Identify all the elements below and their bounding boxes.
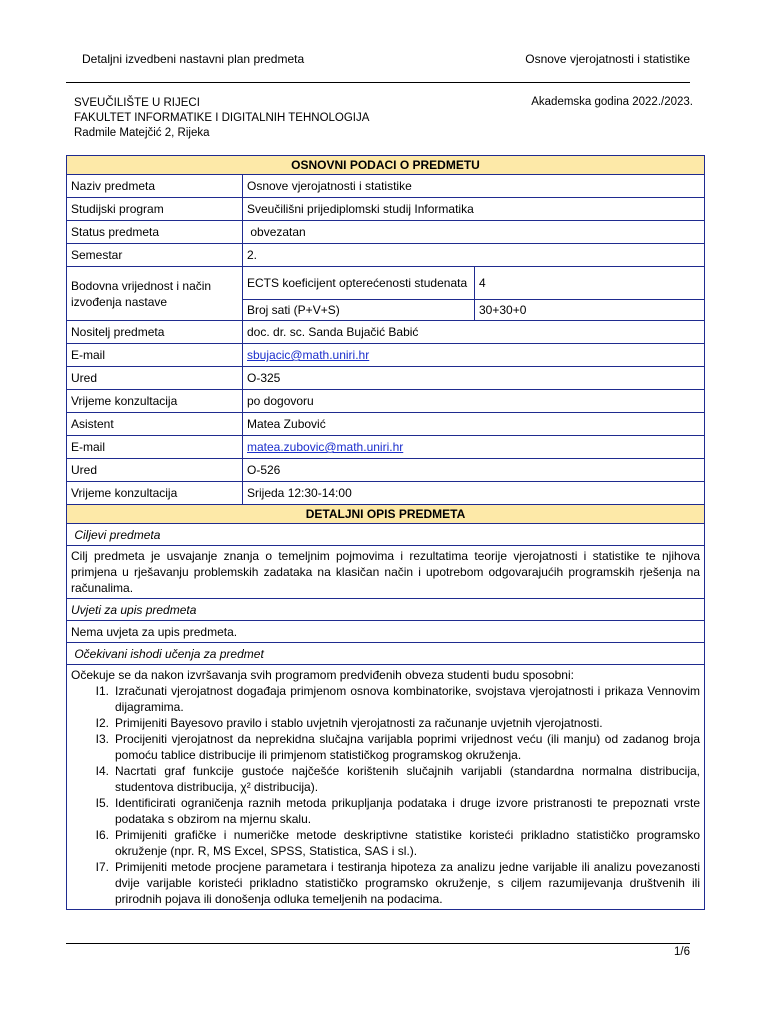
- faculty-name: FAKULTET INFORMATIKE I DIGITALNIH TEHNOLOGIJA: [74, 112, 370, 124]
- subsection-title: [67, 524, 705, 546]
- teacher-consult-hours: po dogovoru: [243, 390, 705, 413]
- row-label: Semestar: [67, 244, 243, 267]
- section-header-detail: DETALJNI OPIS PREDMETA: [67, 505, 705, 524]
- goals-title: Ciljevi predmeta: [74, 527, 161, 542]
- subsection-title: [67, 643, 705, 665]
- prereq-title: Uvjeti za upis predmeta: [67, 599, 705, 621]
- table-row: [67, 436, 705, 459]
- study-program: Sveučilišni prijediplomski studij Informatika: [243, 198, 705, 221]
- table-row: [67, 390, 705, 413]
- table-row: [67, 546, 705, 599]
- row-label: E-mail: [67, 344, 243, 367]
- assistant-name: Matea Zubović: [243, 413, 705, 436]
- academic-year: Akademska godina 2022./2023.: [531, 96, 693, 108]
- ects-label: Bodovna vrijednost i način izvođenja nastave: [67, 267, 243, 321]
- table-row: [67, 482, 705, 505]
- ects-coef-label: ECTS koeficijent opterećenosti studenata: [243, 267, 475, 300]
- row-label: Vrijeme konzultacija: [67, 390, 243, 413]
- assistant-consult-hours: Srijeda 12:30-14:00: [243, 482, 705, 505]
- teacher-name: doc. dr. sc. Sanda Bujačić Babić: [243, 321, 705, 344]
- institution-block: [74, 96, 369, 141]
- row-label: Status predmeta: [67, 221, 243, 244]
- table-row: [67, 267, 705, 300]
- table-row: [67, 221, 705, 244]
- teacher-office: O-325: [243, 367, 705, 390]
- prereq-text: Nema uvjeta za upis predmeta.: [67, 621, 705, 643]
- table-row: [67, 198, 705, 221]
- row-label: Naziv predmeta: [67, 175, 243, 198]
- table-row: [67, 344, 705, 367]
- teacher-email-link[interactable]: sbujacic@math.uniri.hr: [247, 348, 370, 362]
- outcomes-intro: Očekuje se da nakon izvršavanja svih programom predviđenih obveza studenti budu sposobni:: [71, 668, 574, 682]
- row-label: Ured: [67, 459, 243, 482]
- table-row: [67, 321, 705, 344]
- outcomes-title: Očekivani ishodi učenja za predmet: [74, 646, 264, 661]
- university-name: SVEUČILIŠTE U RIJECI: [74, 97, 200, 109]
- list-item: I1. Izračunati vjerojatnost događaja primjenom osnova kombinatorike, svojstava vjerojatnosti i prikaza Vennovim dijagramima.: [95, 684, 701, 714]
- table-row: [67, 459, 705, 482]
- goals-text: Cilj predmeta je usvajanje znanja o temeljnim pojmovima i rezultatima teorije vjerojatnosti i statistike te njihova primjena u rješavanju problemskih zadataka na klasičan način i upotrebom odgovarajućih programskih rješenja na računalima.: [67, 546, 705, 599]
- course-info-table: [66, 155, 705, 910]
- hours-label: Broj sati (P+V+S): [243, 300, 475, 321]
- section-header-basic: OSNOVNI PODACI O PREDMETU: [67, 156, 705, 175]
- row-label: Studijski program: [67, 198, 243, 221]
- hours-value: 30+30+0: [475, 300, 705, 321]
- list-item: I2. Primijeniti Bayesovo pravilo i stablo uvjetnih vjerojatnosti za računanje uvjetnih vjerojatnosti.: [95, 716, 603, 730]
- table-row: [67, 367, 705, 390]
- assistant-office: O-526: [243, 459, 705, 482]
- table-row: [67, 413, 705, 436]
- assistant-email-link[interactable]: matea.zubovic@math.uniri.hr: [247, 440, 404, 454]
- list-item: I3. Procijeniti vjerojatnost da neprekidna slučajna varijabla poprimi vrijednost veću (ili manju) od zadanog broja pomoću tablice distribucije ili primjenom statističkog programskog okruženja.: [95, 732, 701, 762]
- list-item: I5. Identificirati ograničenja raznih metoda prikupljanja podataka i druge izvore pristranosti te prepoznati vrste podataka s obzirom na mjernu skalu.: [95, 796, 701, 826]
- running-header-right: Osnove vjerojatnosti i statistike: [525, 52, 690, 66]
- row-label: Ured: [67, 367, 243, 390]
- course-name: Osnove vjerojatnosti i statistike: [243, 175, 705, 198]
- list-item: I6. Primijeniti grafičke i numeričke metode deskriptivne statistike koristeći prikladno statističko programsko okruženje (npr. R, MS Excel, SPSS, Statistica, SAS i sl.).: [95, 828, 701, 858]
- list-item: I7. Primijeniti metode procjene parametara i testiranja hipoteza za analizu jedne varijable ili analizu povezanosti dvije varijable koristeći prikladno statističko programsko okruženje, s ciljem razumijevanja društvenih ili prirodnih pojava ili donošenja odluka temeljenih na podacima.: [95, 860, 701, 906]
- table-row: [67, 175, 705, 198]
- header-rule: [66, 82, 690, 83]
- course-status: obvezatan: [243, 221, 705, 244]
- table-row: [67, 621, 705, 643]
- table-row: [67, 244, 705, 267]
- row-label: E-mail: [67, 436, 243, 459]
- address: Radmile Matejčić 2, Rijeka: [74, 127, 210, 139]
- row-label: Nositelj predmeta: [67, 321, 243, 344]
- running-header-left: Detaljni izvedbeni nastavni plan predmeta: [82, 52, 305, 66]
- row-label: Asistent: [67, 413, 243, 436]
- footer-rule: [66, 943, 690, 944]
- semester: 2.: [243, 244, 705, 267]
- outcomes-list: [71, 683, 700, 907]
- page-number: 1/6: [674, 946, 690, 958]
- subsection-title: [67, 599, 705, 621]
- table-row: [67, 665, 705, 910]
- row-label: Vrijeme konzultacija: [67, 482, 243, 505]
- ects-coef-value: 4: [475, 267, 705, 300]
- list-item: I4. Nacrtati graf funkcije gustoće najčešće korištenih slučajnih varijabli (standardna normalna distribucija, studentova distribucija, χ² distribucija).: [95, 764, 701, 794]
